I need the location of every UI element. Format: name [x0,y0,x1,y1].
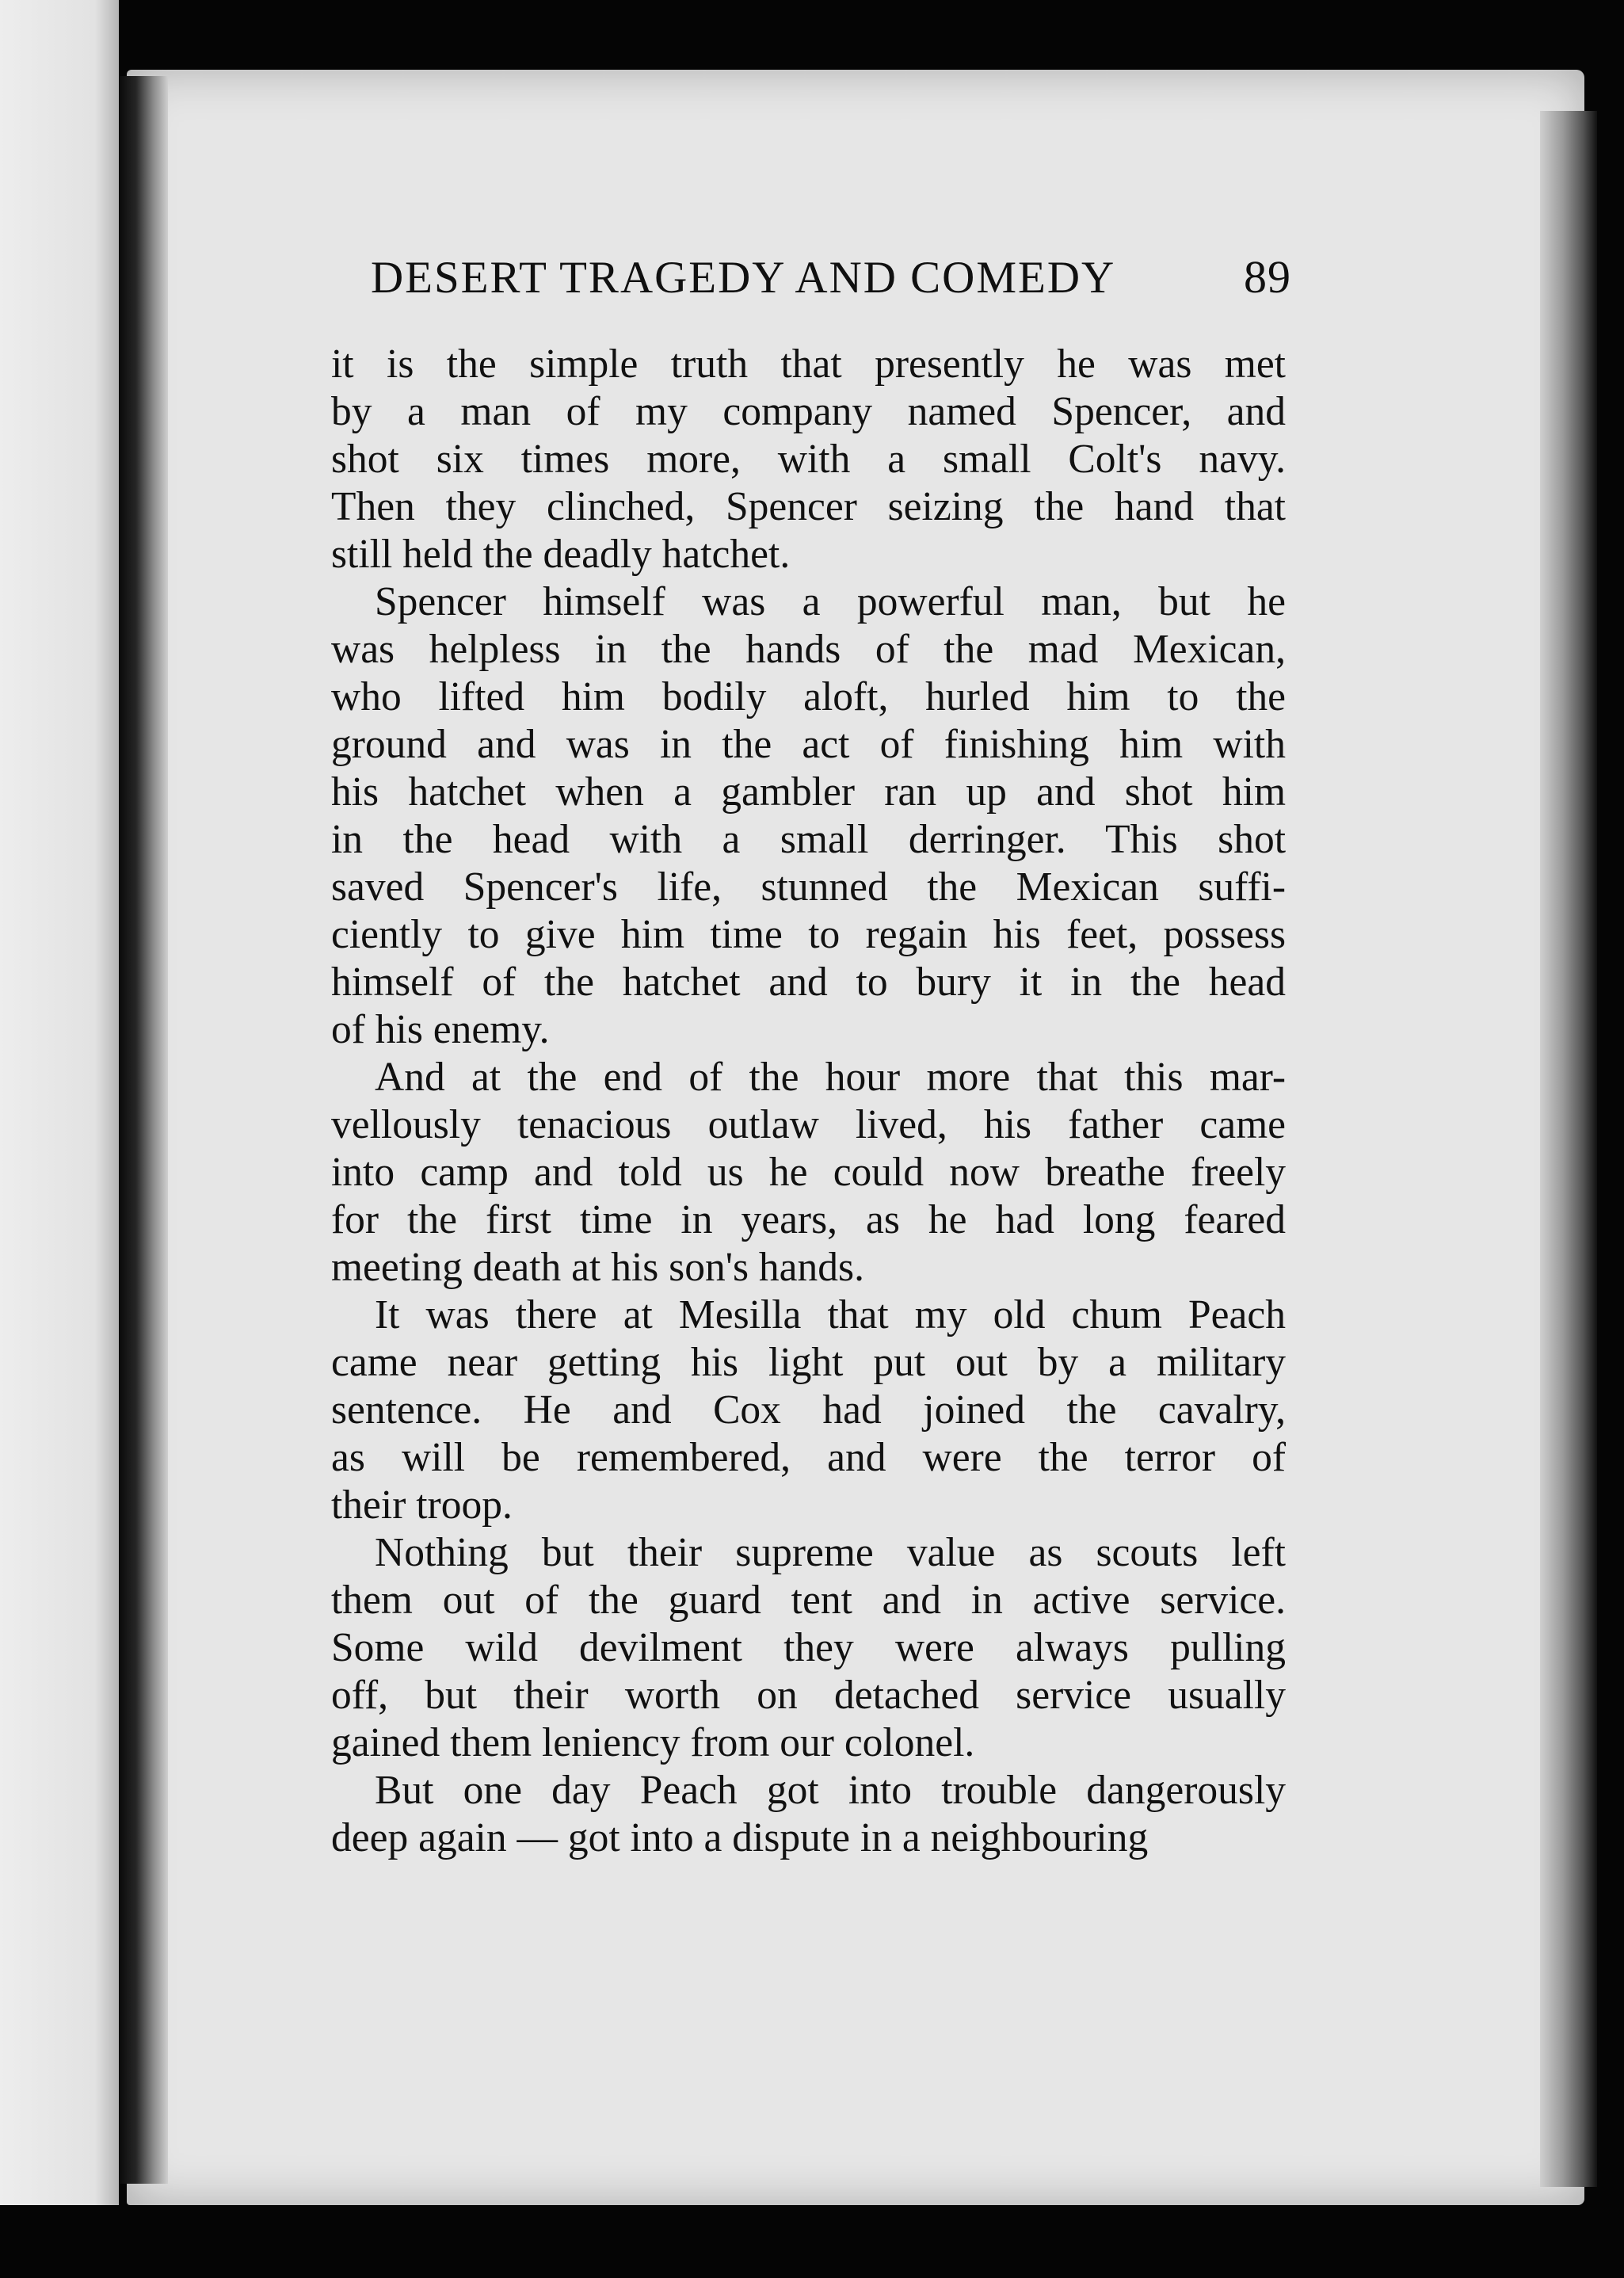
text-line: still held the deadly hatchet. [331,532,791,577]
text-line: deep again — got into a dispute in a neighbouring [331,1815,1149,1860]
facing-page-edge [0,0,119,2278]
text-line: Some wild devilment they were always pulling [331,1625,1286,1670]
scan-bottom-border [0,2205,1624,2278]
paragraph [331,1292,1286,1529]
paragraph [331,1054,1286,1292]
paragraph [331,1767,1286,1862]
running-head-title: DESERT TRAGEDY AND COMEDY [371,253,1116,303]
text-line: himself of the hatchet and to bury it in the head [331,960,1286,1005]
text-line: for the first time in years, as he had long feared [331,1197,1286,1242]
text-line: them out of the guard tent and in active service. [331,1578,1286,1623]
page-edge-shadow [1540,111,1597,2187]
text-line: vellously tenacious outlaw lived, his father came [331,1102,1286,1147]
text-line: It was there at Mesilla that my old chum Peach [375,1292,1286,1337]
text-line: came near getting his light put out by a military [331,1340,1286,1385]
paragraph [331,341,1286,578]
text-line: by a man of my company named Spencer, and [331,389,1286,434]
text-line: his hatchet when a gambler ran up and shot him [331,769,1286,815]
running-head [371,250,1298,303]
text-line: sentence. He and Cox had joined the cavalry, [331,1387,1286,1433]
paragraph [331,1529,1286,1767]
text-line: meeting death at his son's hands. [331,1245,864,1290]
text-line: of his enemy. [331,1007,550,1052]
text-line: off, but their worth on detached service usually [331,1673,1286,1718]
text-line: Spencer himself was a powerful man, but he [375,579,1286,624]
text-line: gained them leniency from our colonel. [331,1720,975,1765]
text-line: And at the end of the hour more that this mar- [375,1055,1286,1100]
body-text [331,341,1286,1862]
text-line: Nothing but their supreme value as scouts left [375,1530,1286,1575]
scan-top-border [0,0,1624,71]
text-line: was helpless in the hands of the mad Mexican, [331,627,1286,672]
text-line: it is the simple truth that presently he was met [331,342,1286,387]
text-line: ciently to give him time to regain his feet, possess [331,912,1286,957]
text-line: as will be remembered, and were the terror of [331,1435,1286,1480]
text-line: ground and was in the act of finishing him with [331,722,1286,767]
paragraph [331,578,1286,1054]
text-line: But one day Peach got into trouble dangerously [375,1768,1286,1813]
book-spine [119,76,168,2184]
text-line: Then they clinched, Spencer seizing the hand that [331,484,1286,529]
text-line: who lifted him bodily aloft, hurled him to the [331,674,1286,719]
text-line: into camp and told us he could now breathe freely [331,1150,1286,1195]
page-number: 89 [1244,251,1291,303]
text-line: their troop. [331,1482,513,1528]
text-line: shot six times more, with a small Colt's navy. [331,437,1286,482]
text-line: saved Spencer's life, stunned the Mexican suffi- [331,864,1286,910]
text-line: in the head with a small derringer. This shot [331,817,1286,862]
